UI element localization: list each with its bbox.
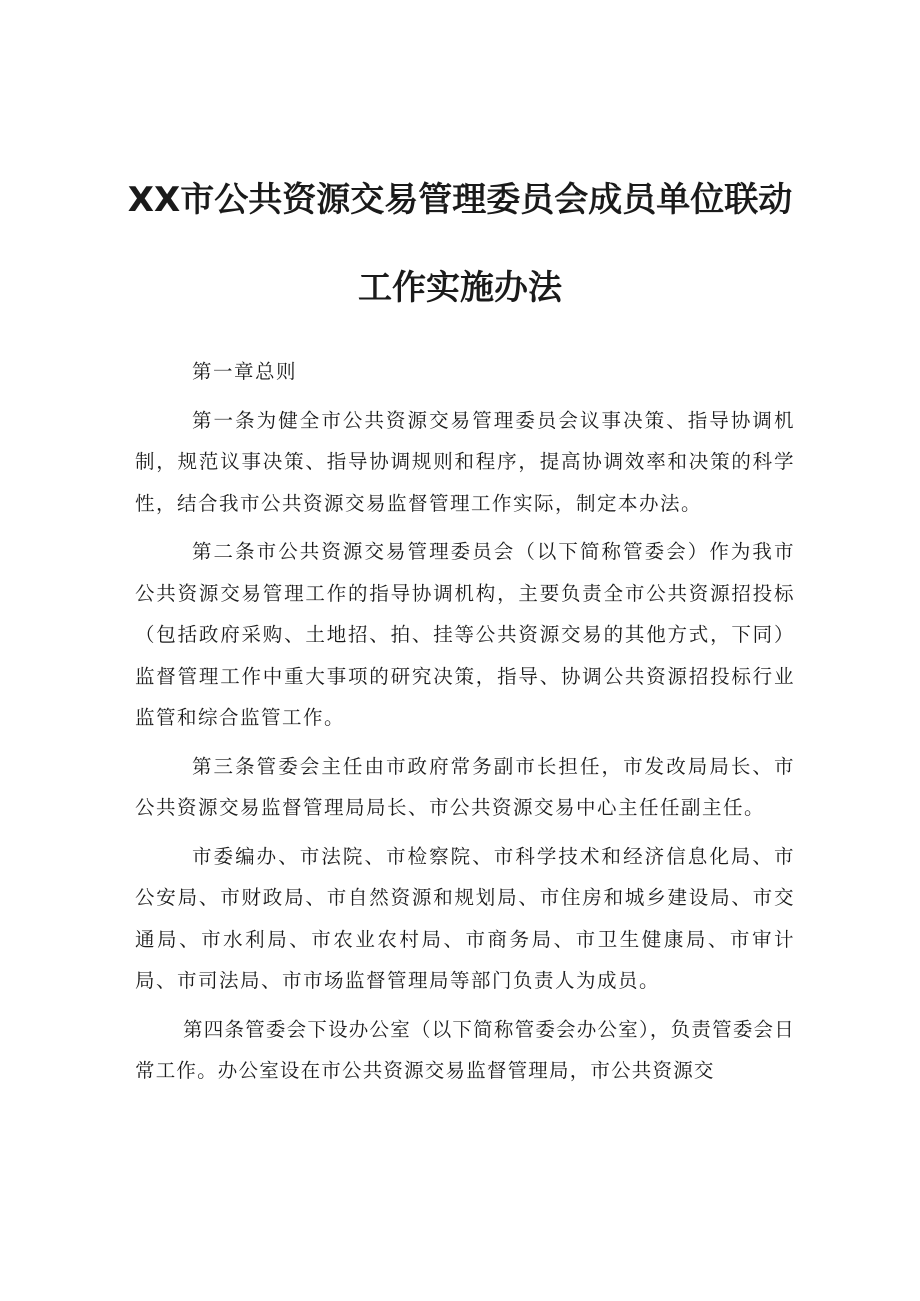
article-3-paragraph: 第三条管委会主任由市政府常务副市长担任，市发改局局长、市公共资源交易监督管理局局长、市公共资源交易中心主任任副主任。	[135, 754, 795, 819]
chapter-heading: 第一章总则	[192, 360, 298, 383]
document-title-line2: 工作实施办法	[358, 268, 562, 308]
document-body	[135, 351, 795, 1099]
document-title-line1: XX市公共资源交易管理委员会成员单位联动	[127, 180, 793, 220]
members-paragraph: 市委编办、市法院、市检察院、市科学技术和经济信息化局、市公安局、市财政局、市自然资源和规划局、市住房和城乡建设局、市交通局、市水利局、市农业农村局、市商务局、市卫生健康局、市审计局、市司法局、市市场监督管理局等部门负责人为成员。	[135, 844, 795, 992]
article-4-paragraph: 第四条管委会下设办公室（以下简称管委会办公室），负责管委会日常工作。办公室设在市公共资源交易监督管理局，市公共资源交	[135, 1017, 795, 1082]
article-2-paragraph: 第二条市公共资源交易管理委员会（以下简称管委会）作为我市公共资源交易管理工作的指导协调机构，主要负责全市公共资源招投标（包括政府采购、土地招、拍、挂等公共资源交易的其他方式，下同）监督管理工作中重大事项的研究决策，指导、协调公共资源招投标行业监管和综合监管工作。	[135, 540, 795, 729]
article-1-paragraph: 第一条为健全市公共资源交易管理委员会议事决策、指导协调机制，规范议事决策、指导协调规则和程序，提高协调效率和决策的科学性，结合我市公共资源交易监督管理工作实际，制定本办法。	[135, 408, 795, 515]
